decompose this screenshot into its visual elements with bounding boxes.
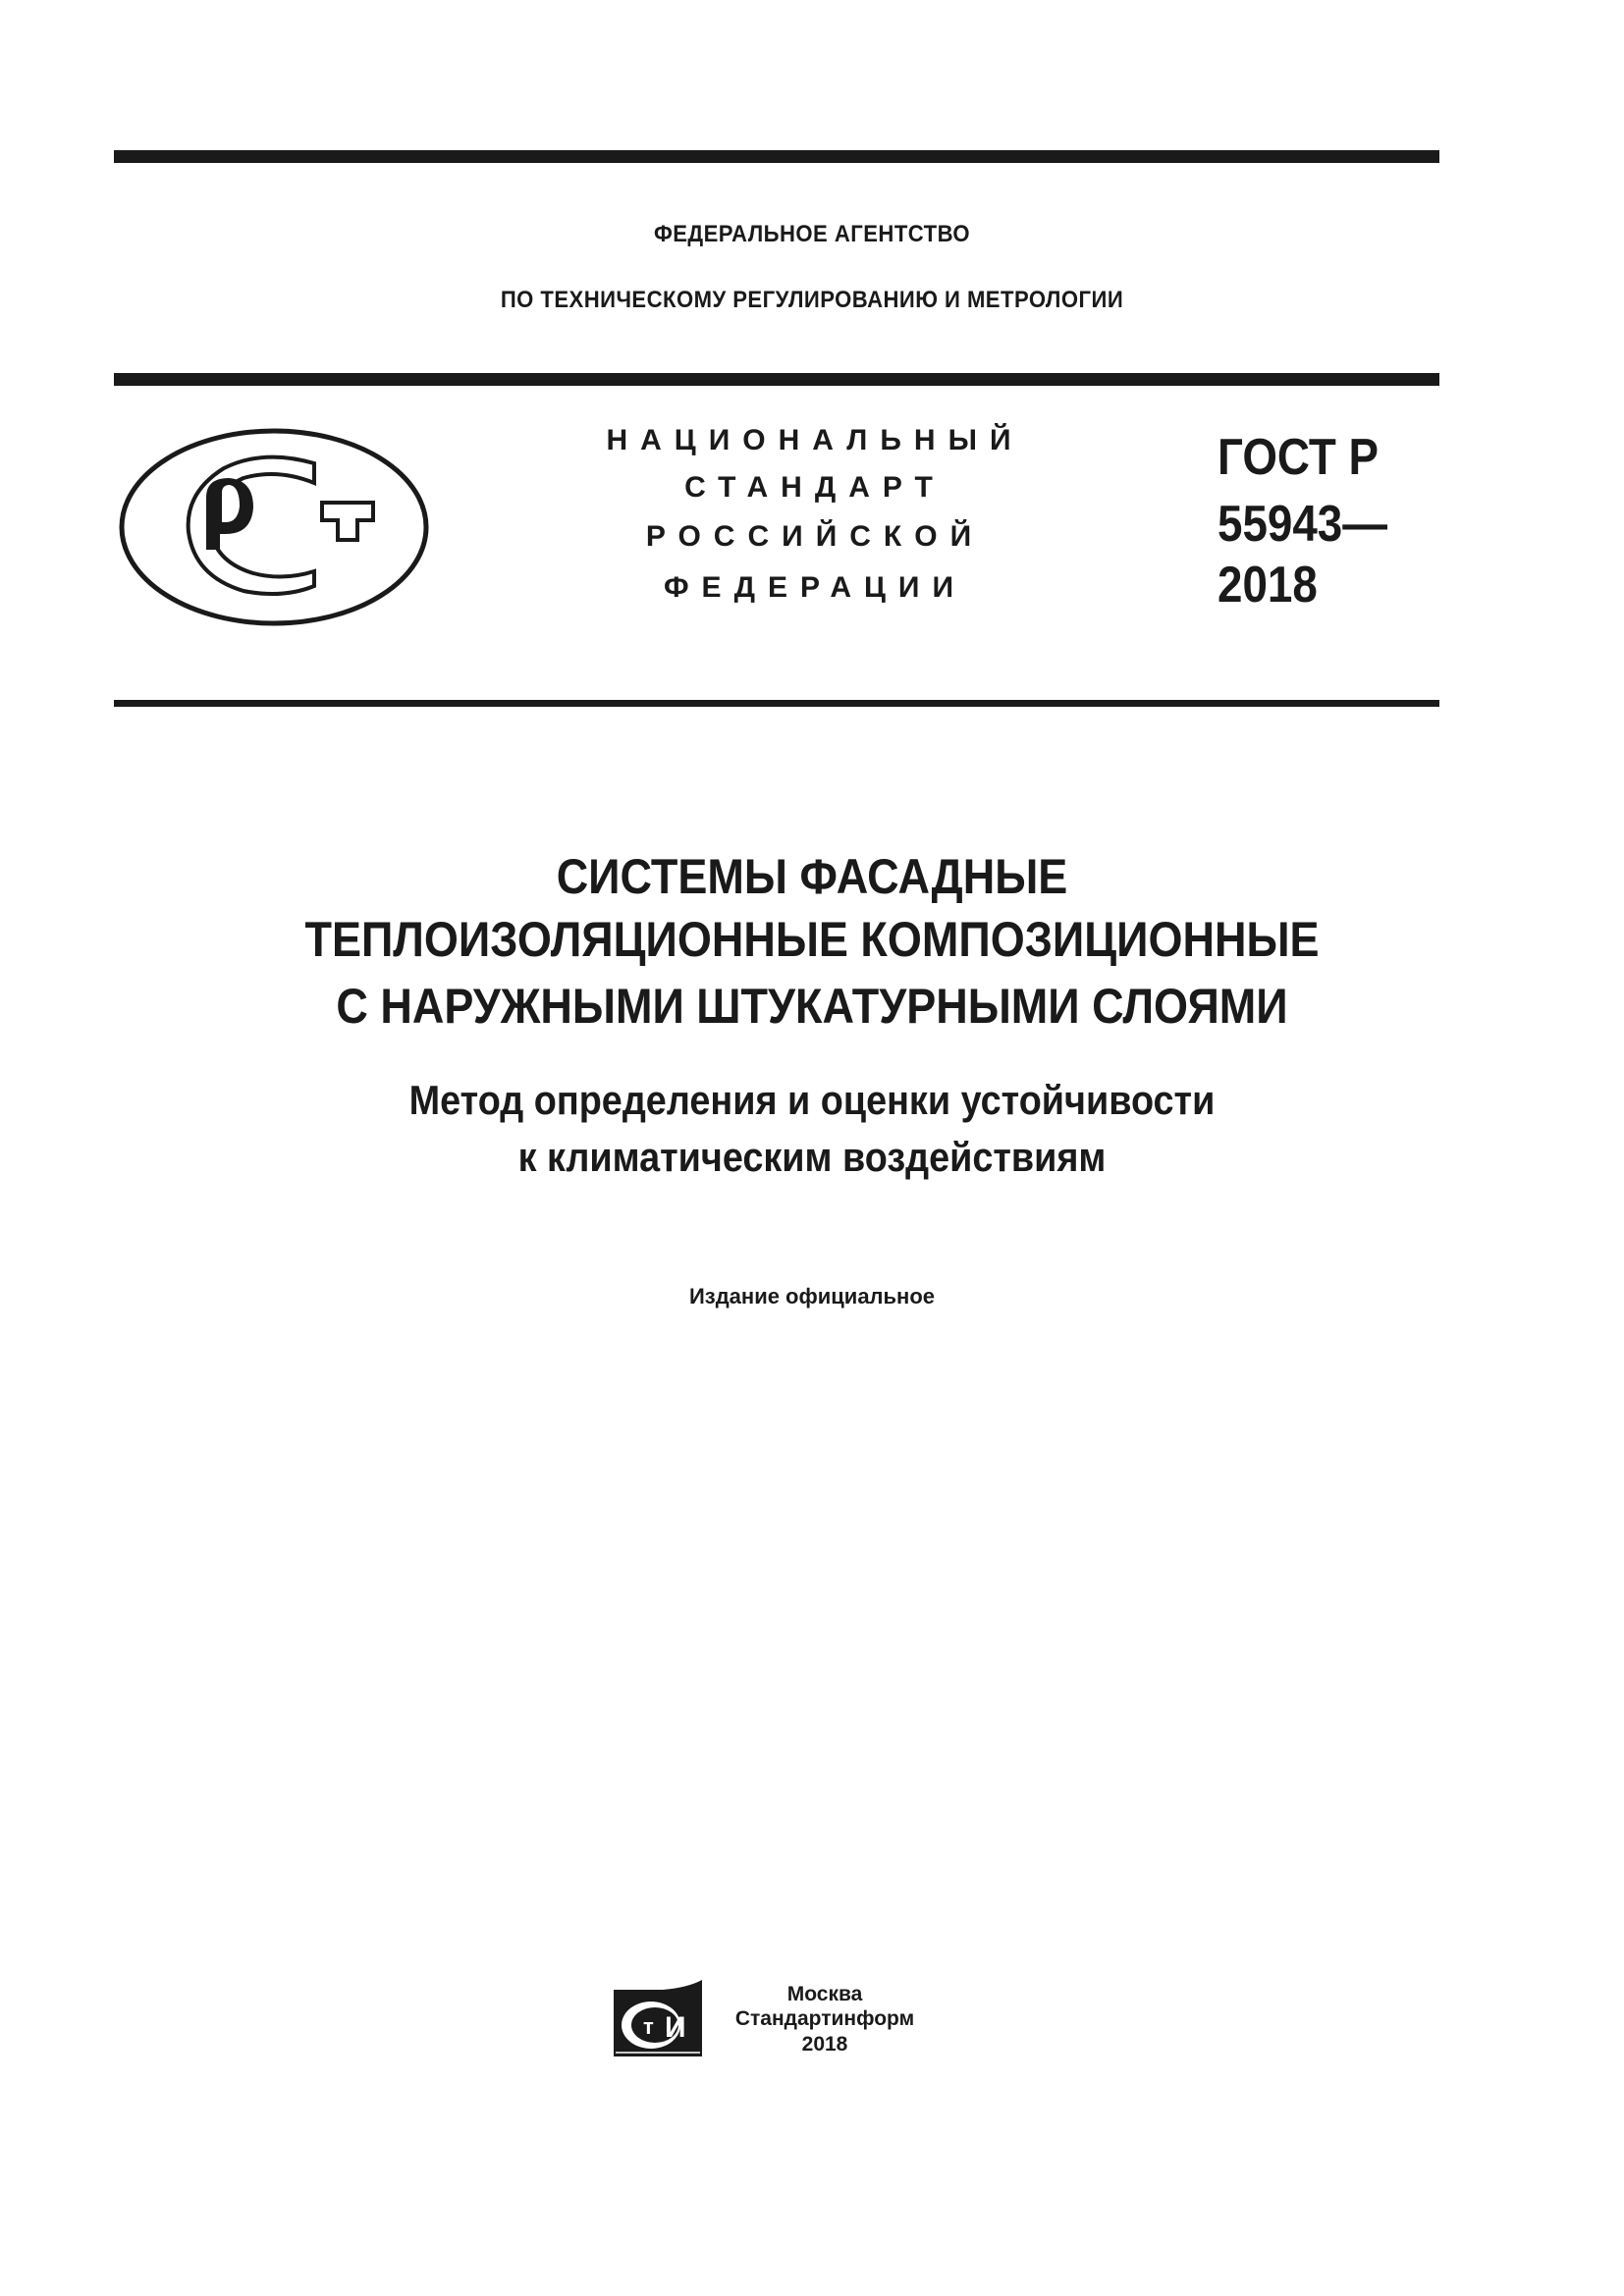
gost-designation-3: 2018	[1218, 557, 1318, 614]
agency-line-2: ПО ТЕХНИЧЕСКОМУ РЕГУЛИРОВАНИЮ И МЕТРОЛОГИИ	[500, 287, 1124, 313]
publisher-name: Стандартинформ	[734, 2007, 915, 2030]
title-line-3: С НАРУЖНЫМИ ШТУКАТУРНЫМИ СЛОЯМИ	[336, 979, 1288, 1034]
gost-r-logo-icon	[116, 424, 432, 630]
title-line-1: СИСТЕМЫ ФАСАДНЫЕ	[556, 849, 1068, 904]
gost-designation-2: 55943—	[1218, 496, 1388, 553]
publisher-city: Москва	[786, 1983, 863, 2005]
publisher-year: 2018	[801, 2033, 848, 2056]
edition-label: Издание официальное	[688, 1284, 936, 1308]
national-line-4: ФЕДЕРАЦИИ	[663, 571, 967, 604]
agency-line-1: ФЕДЕРАЛЬНОЕ АГЕНТСТВО	[653, 221, 971, 247]
gost-designation-1: ГОСТ Р	[1218, 429, 1380, 486]
top-rule	[114, 150, 1439, 163]
svg-text:И: И	[665, 2011, 686, 2044]
title-line-2: ТЕПЛОИЗОЛЯЦИОННЫЕ КОМПОЗИЦИОННЫЕ	[304, 912, 1320, 967]
svg-text:т: т	[643, 2014, 654, 2039]
standartinform-logo-icon	[614, 1980, 707, 2056]
bottom-rule	[114, 700, 1439, 707]
national-line-2: СТАНДАРТ	[684, 471, 946, 504]
subtitle-line-2: к климатическим воздействиям	[517, 1134, 1107, 1180]
national-line-3: РОССИЙСКОЙ	[645, 520, 985, 553]
national-line-1: НАЦИОНАЛЬНЫЙ	[606, 424, 1024, 456]
subtitle-line-1: Метод определения и оценки устойчивости	[408, 1077, 1216, 1123]
middle-rule	[114, 373, 1439, 386]
